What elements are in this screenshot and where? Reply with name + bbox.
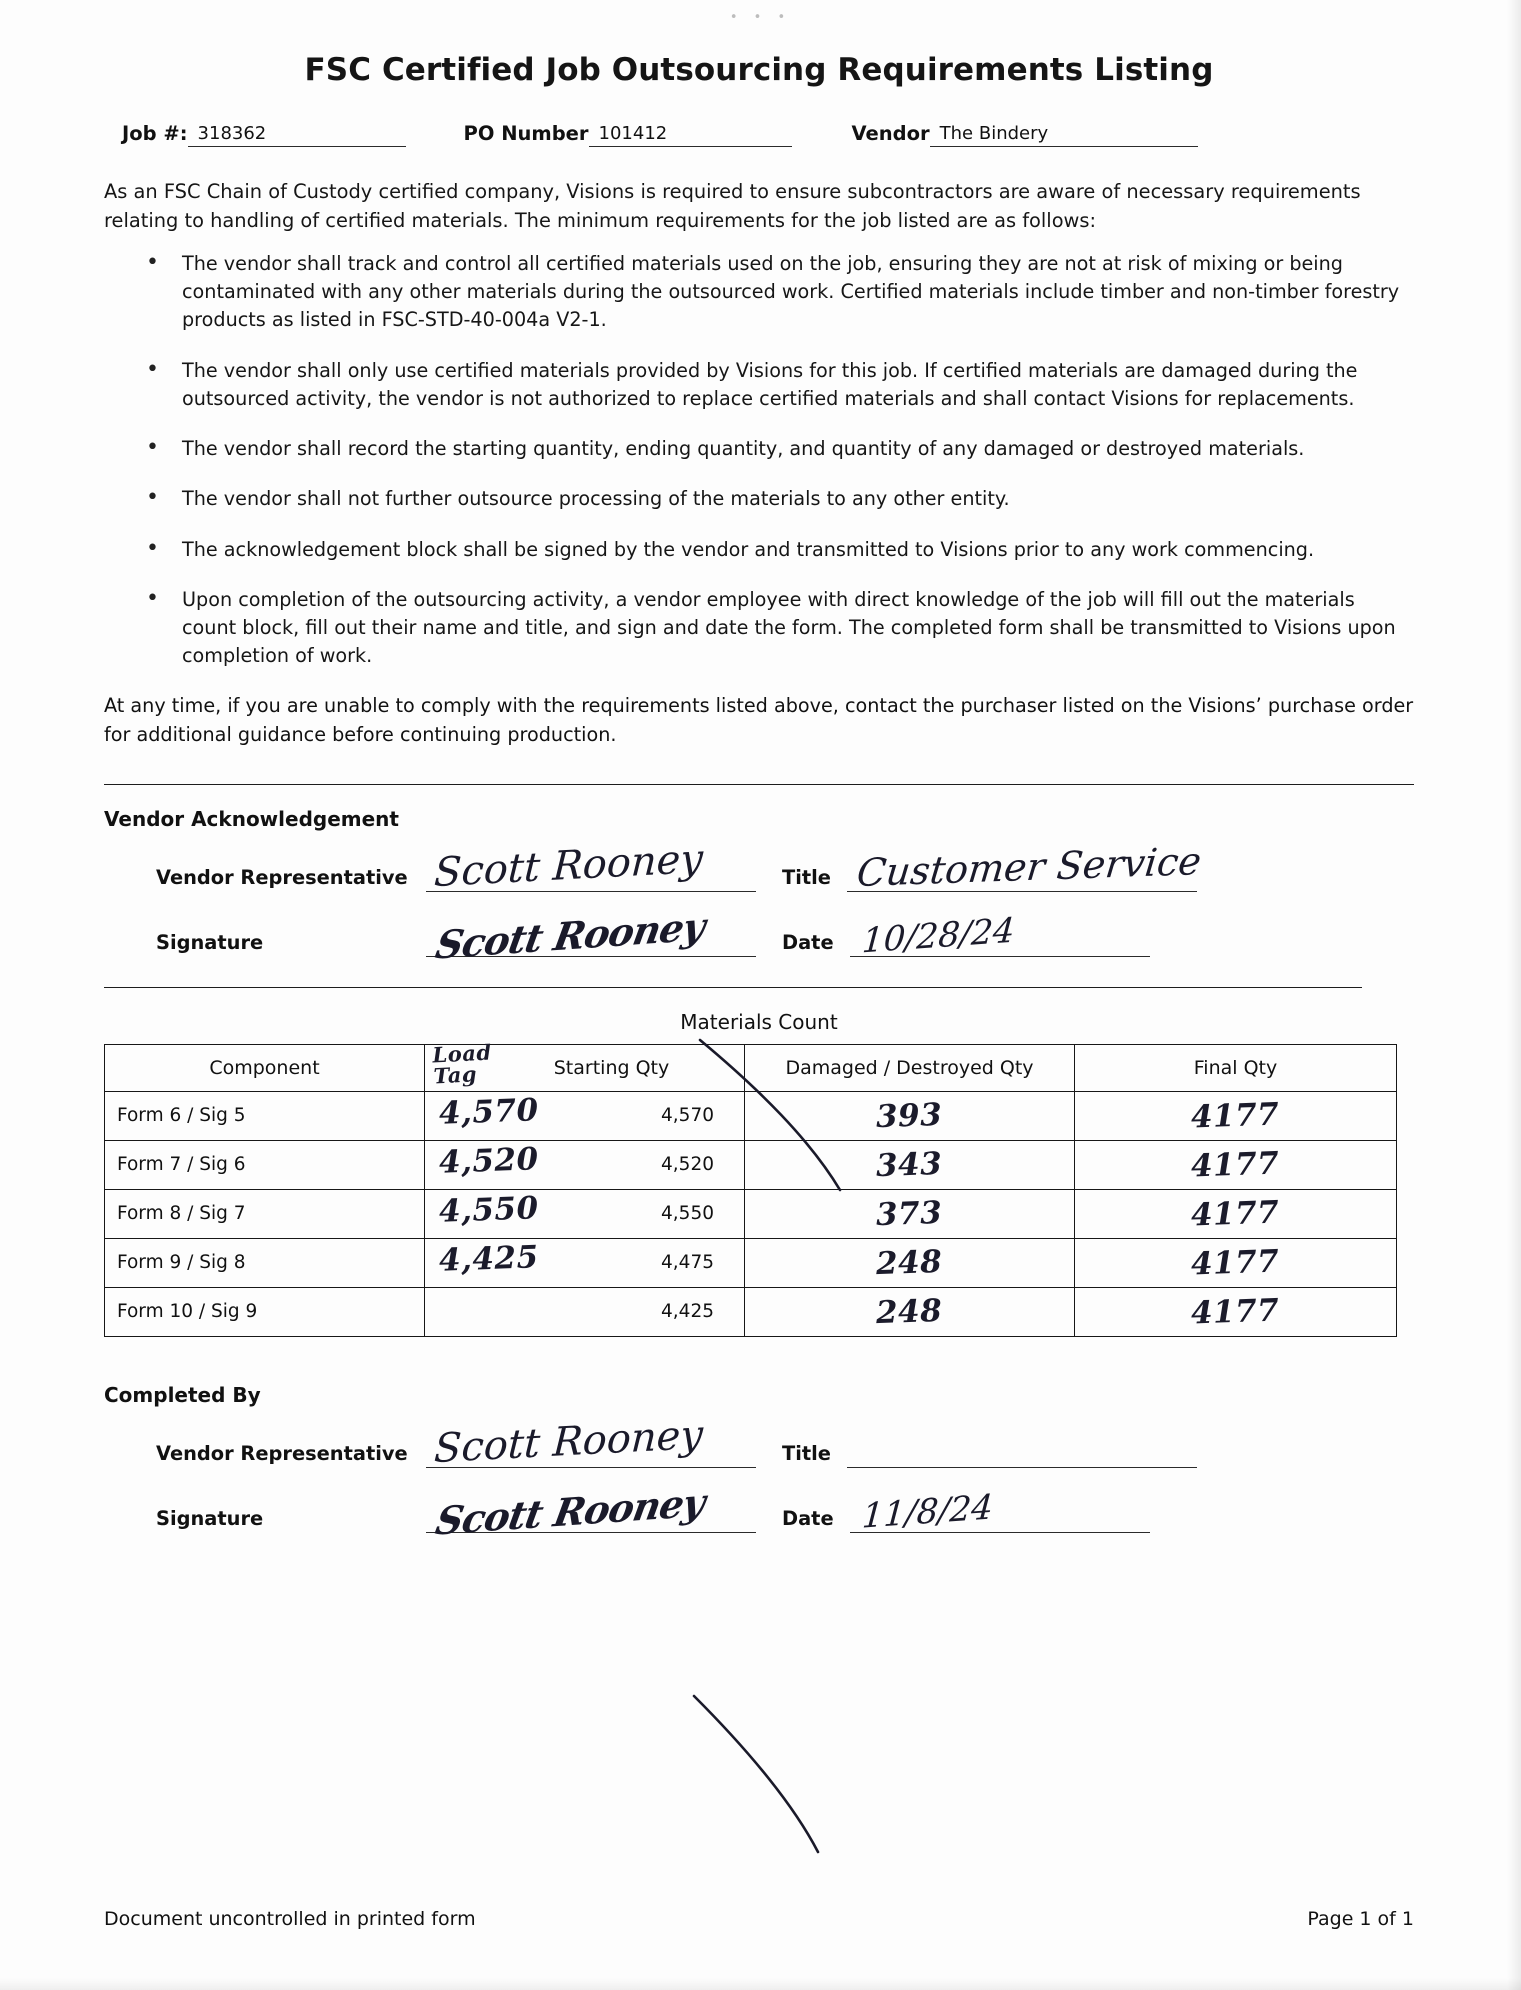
cell-starting-qty [425, 1238, 745, 1287]
vendor-field [852, 122, 1198, 147]
column-header-final-qty: Final Qty [1075, 1044, 1397, 1091]
cell-component: Form 6 / Sig 5 [105, 1091, 425, 1140]
table-row [105, 1091, 1397, 1140]
column-header-starting-qty: Load Tag Starting Qty [425, 1044, 745, 1091]
bullet-icon: • [146, 356, 159, 382]
date-field[interactable] [850, 910, 1150, 962]
cell-component: Form 10 / Sig 9 [105, 1287, 425, 1336]
cell-starting-qty-printed: 4,570 [661, 1105, 714, 1127]
cell-final-qty-handwriting: 4177 [1190, 1096, 1281, 1136]
completed-rep-row [156, 1411, 1414, 1473]
cell-damaged-qty [745, 1238, 1075, 1287]
cell-final-qty-handwriting: 4177 [1190, 1145, 1281, 1185]
cell-component: Form 8 / Sig 7 [105, 1189, 425, 1238]
requirements-list [104, 250, 1414, 670]
table-row [105, 1140, 1397, 1189]
signature-label: Signature [156, 930, 264, 954]
list-item [104, 357, 1414, 413]
list-item [104, 485, 1414, 513]
signature-field[interactable] [426, 903, 756, 968]
cell-damaged-qty-handwriting: 393 [875, 1096, 944, 1136]
vendor-representative-handwriting: Scott Rooney [432, 835, 705, 897]
document-content [104, 52, 1414, 1563]
cell-damaged-qty [745, 1189, 1075, 1238]
divider-below-acknowledgement [104, 987, 1362, 988]
scan-artifact-dots: • • • [729, 10, 792, 25]
completed-signature-row [156, 1479, 1414, 1544]
load-tag-annotation: Load Tag [431, 1039, 493, 1089]
cell-damaged-qty [745, 1091, 1075, 1140]
cell-starting-qty [425, 1189, 745, 1238]
column-header-component: Component [105, 1044, 425, 1091]
closing-paragraph: At any time, if you are unable to comply with the requirements listed above, contact the purchaser listed on the Visions’ purchase order for additional guidance before continuing production. [104, 694, 1414, 747]
vendor-label: Vendor [851, 122, 930, 145]
cell-final-qty-handwriting: 4177 [1190, 1194, 1281, 1234]
cell-damaged-qty [745, 1140, 1075, 1189]
page-footer [104, 1908, 1414, 1930]
vendor-acknowledgement-block [156, 835, 1414, 968]
cell-load-tag-handwriting: 4,550 [438, 1190, 540, 1230]
pen-stroke-decoration-2 [680, 1690, 930, 1860]
cell-starting-qty-printed: 4,520 [661, 1154, 714, 1176]
cell-final-qty [1075, 1091, 1397, 1140]
vendor-representative-label: Vendor Representative [156, 865, 408, 889]
cell-final-qty [1075, 1287, 1397, 1336]
cell-load-tag-handwriting: 4,520 [438, 1141, 540, 1181]
completed-title-field[interactable] [847, 1433, 1197, 1468]
completed-signature-label: Signature [156, 1506, 264, 1530]
completed-vendor-representative-handwriting: Scott Rooney [432, 1411, 705, 1473]
list-item-text: The vendor shall not further outsource processing of the materials to any other entity. [182, 487, 1010, 511]
cell-starting-qty-printed: 4,550 [661, 1203, 714, 1225]
column-header-damaged-qty: Damaged / Destroyed Qty [745, 1044, 1075, 1091]
cell-damaged-qty-handwriting: 248 [875, 1243, 944, 1283]
intro-paragraph: As an FSC Chain of Custody certified company, Visions is required to ensure subcontractors are aware of necessary requirements relating to handling of certified materials. The minimum requirements for the job listed are as follows: [104, 180, 1361, 233]
list-item [104, 250, 1414, 335]
header-fields [122, 122, 1414, 147]
bullet-icon: • [146, 485, 159, 511]
acknowledgement-rep-row [156, 835, 1414, 897]
signature-handwriting: Scott Rooney [432, 903, 709, 968]
cell-starting-qty [425, 1287, 745, 1336]
po-number-value: 101412 [589, 123, 792, 147]
acknowledgement-signature-row [156, 903, 1414, 968]
materials-count-table [104, 1039, 1397, 1337]
title-label: Title [782, 865, 831, 889]
divider-above-acknowledgement [104, 784, 1414, 785]
list-item-text: The acknowledgement block shall be signed by the vendor and transmitted to Visions prior to any work commencing. [182, 537, 1315, 561]
completed-signature-handwriting: Scott Rooney [432, 1479, 709, 1544]
cell-component: Form 7 / Sig 6 [105, 1140, 425, 1189]
cell-starting-qty-printed: 4,475 [661, 1252, 714, 1274]
completed-vendor-representative-field[interactable] [426, 1411, 756, 1473]
vendor-representative-field[interactable] [426, 835, 756, 897]
vendor-value: The Bindery [930, 123, 1198, 147]
list-item-text: The vendor shall track and control all certified materials used on the job, ensuring they are not at risk of mixing or being contaminated with any other materials during the outsourced work. Certified materials include timber and non-timber forestry products as listed in FSC-STD-40-004a V2-1. [182, 251, 1400, 332]
cell-damaged-qty-handwriting: 343 [875, 1145, 944, 1185]
cell-load-tag-handwriting: 4,570 [438, 1092, 540, 1132]
date-handwriting: 10/28/24 [860, 910, 1016, 962]
completed-vendor-representative-label: Vendor Representative [156, 1441, 408, 1465]
title-field[interactable] [847, 838, 1204, 896]
cell-damaged-qty-handwriting: 248 [875, 1292, 944, 1332]
job-number-label: Job #: [122, 122, 188, 145]
cell-final-qty [1075, 1189, 1397, 1238]
scan-shadow-right [1507, 0, 1521, 1990]
list-item-text: Upon completion of the outsourcing activity, a vendor employee with direct knowledge of the job will fill out the materials count block, fill out their name and title, and sign and date the form. The completed form shall be transmitted to Visions upon completion of work. [182, 587, 1396, 668]
po-number-field [464, 122, 792, 147]
bullet-icon: • [146, 535, 159, 561]
materials-count-title: Materials Count [680, 1009, 838, 1034]
completed-by-heading: Completed By [104, 1382, 261, 1407]
cell-damaged-qty-handwriting: 373 [875, 1194, 944, 1234]
bullet-icon: • [146, 585, 159, 611]
cell-damaged-qty [745, 1287, 1075, 1336]
table-row [105, 1238, 1397, 1287]
cell-starting-qty [425, 1140, 745, 1189]
completed-title-label: Title [782, 1441, 831, 1465]
cell-final-qty-handwriting: 4177 [1190, 1292, 1281, 1332]
table-row [105, 1189, 1397, 1238]
footer-left-text: Document uncontrolled in printed form [104, 1908, 476, 1930]
cell-final-qty-handwriting: 4177 [1190, 1243, 1281, 1283]
cell-load-tag-handwriting: 4,425 [438, 1239, 540, 1279]
footer-right-text: Page 1 of 1 [1307, 1908, 1414, 1930]
table-row [105, 1287, 1397, 1336]
list-item-text: The vendor shall only use certified materials provided by Visions for this job. If certified materials are damaged during the outsourced activity, the vendor is not authorized to replace certified materials and shall contact Visions for replacements. [182, 358, 1358, 410]
list-item [104, 435, 1414, 463]
completed-date-handwriting: 11/8/24 [860, 1487, 994, 1537]
vendor-acknowledgement-heading: Vendor Acknowledgement [104, 806, 399, 831]
job-number-value: 318362 [188, 123, 406, 147]
cell-starting-qty [425, 1091, 745, 1140]
title-handwriting: Customer Service [854, 838, 1204, 896]
list-item-text: The vendor shall record the starting quantity, ending quantity, and quantity of any damaged or destroyed materials. [182, 437, 1305, 461]
date-label: Date [782, 930, 834, 954]
page-title: FSC Certified Job Outsourcing Requirements Listing [304, 52, 1214, 88]
po-number-label: PO Number [463, 122, 589, 145]
cell-component: Form 9 / Sig 8 [105, 1238, 425, 1287]
bullet-icon: • [146, 249, 159, 275]
job-number-field [122, 122, 406, 147]
scan-shadow-bottom [0, 1978, 1521, 1990]
list-item [104, 586, 1414, 671]
completed-signature-field[interactable] [426, 1479, 756, 1544]
cell-starting-qty-printed: 4,425 [661, 1301, 714, 1323]
table-header-row [105, 1044, 1397, 1091]
cell-final-qty [1075, 1140, 1397, 1189]
cell-final-qty [1075, 1238, 1397, 1287]
completed-date-label: Date [782, 1506, 834, 1530]
list-item [104, 536, 1414, 564]
completed-date-field[interactable] [850, 1487, 1150, 1537]
completed-by-block [156, 1411, 1414, 1544]
bullet-icon: • [146, 435, 159, 461]
